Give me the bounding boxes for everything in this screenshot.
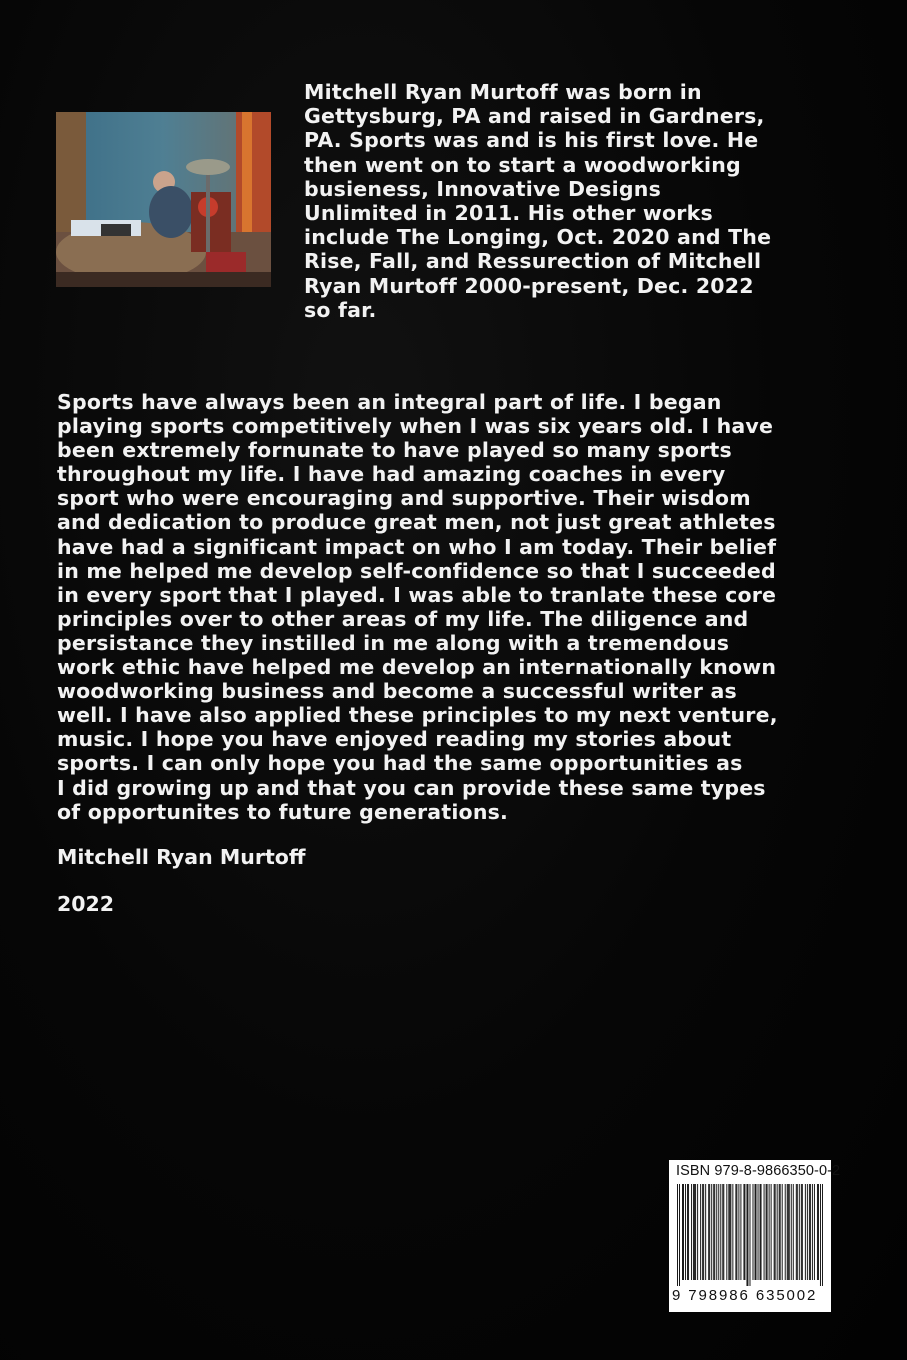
publication-year: 2022 [57, 892, 115, 916]
barcode-bar [695, 1184, 696, 1280]
barcode-bar [820, 1184, 821, 1286]
blurb-line: have had a significant impact on who I am today. Their belief [57, 534, 777, 559]
blurb-line: of opportunites to future generations. [57, 799, 509, 824]
barcode-bar [812, 1184, 813, 1280]
barcode-bar [716, 1184, 717, 1280]
barcode-bar [799, 1184, 800, 1280]
barcode-bar [730, 1184, 731, 1280]
barcode-bar [791, 1184, 792, 1280]
barcode-bar [726, 1184, 727, 1280]
bio-line: Gettysburg, PA and raised in Gardners, [304, 104, 765, 129]
barcode-bar [682, 1184, 683, 1280]
barcode-bar [720, 1184, 721, 1280]
barcode-bar [736, 1184, 737, 1280]
barcode-bar [818, 1184, 819, 1280]
barcode-bar [796, 1184, 797, 1280]
barcode-bar [817, 1184, 818, 1280]
barcode-bar [685, 1184, 686, 1280]
barcode-bar [679, 1184, 680, 1286]
barcode-bar [769, 1184, 770, 1280]
barcode-bar [688, 1184, 689, 1280]
barcode-bar [683, 1184, 684, 1280]
barcode-bar [775, 1184, 776, 1280]
barcode-bar [758, 1184, 759, 1280]
barcode-bar [782, 1184, 783, 1280]
barcode-bar [702, 1184, 703, 1280]
barcode-bar [774, 1184, 775, 1280]
bio-line: PA. Sports was and is his first love. He [304, 128, 759, 153]
bio-line: busieness, Innovative Designs [304, 176, 661, 201]
barcode-bar [723, 1184, 724, 1280]
barcode-bar [687, 1184, 688, 1280]
isbn-label: ISBN 979-8-9866350-0-2 [676, 1163, 841, 1179]
barcode-bar [756, 1184, 757, 1280]
bio-line: Ryan Murtoff 2000-present, Dec. 2022 [304, 273, 754, 298]
barcode-bar [703, 1184, 704, 1280]
barcode-bar [744, 1184, 745, 1280]
barcode-bar [743, 1184, 744, 1280]
author-bio [304, 80, 804, 322]
barcode-bar [805, 1184, 806, 1280]
barcode-bar [761, 1184, 762, 1280]
barcode-bar [746, 1184, 747, 1286]
barcode-bar [810, 1184, 811, 1280]
barcode-bar [797, 1184, 798, 1280]
barcode-bar [779, 1184, 780, 1280]
bio-line: so far. [304, 297, 377, 322]
blurb-line: I did growing up and that you can provide these same types [57, 775, 766, 800]
barcode-bar [760, 1184, 761, 1280]
barcode-bar [789, 1184, 790, 1280]
back-cover-blurb [57, 390, 797, 824]
blurb-line: playing sports competitively when I was six years old. I have [57, 414, 774, 439]
barcode-bar [793, 1184, 794, 1280]
blurb-line: Sports have always been an integral part of life. I began [57, 390, 722, 414]
barcode-bar [809, 1184, 810, 1280]
barcode-bar [787, 1184, 788, 1280]
barcode-bar [705, 1184, 706, 1280]
bio-line: Mitchell Ryan Murtoff was born in [304, 80, 702, 104]
barcode-bar [729, 1184, 730, 1280]
barcode-bar [767, 1184, 768, 1280]
author-signature: Mitchell Ryan Murtoff [57, 845, 306, 869]
barcode-bar [802, 1184, 803, 1280]
barcode-bar [747, 1184, 748, 1286]
barcode-bar [708, 1184, 709, 1280]
barcode-bar [697, 1184, 698, 1280]
barcode-bar [677, 1184, 678, 1286]
barcode-bar [709, 1184, 710, 1280]
barcode-bar [801, 1184, 802, 1280]
blurb-line: principles over to other areas of my life. The diligence and [57, 606, 749, 631]
blurb-line: well. I have also applied these principles to my next venture, [57, 703, 778, 728]
barcode-bar [788, 1184, 789, 1280]
barcode-bar [750, 1184, 751, 1286]
barcode-digits: 9 798986 635002 [672, 1287, 818, 1304]
barcode-bar [732, 1184, 733, 1280]
barcode-bar [814, 1184, 815, 1280]
barcode-bar [807, 1184, 808, 1280]
bio-line: Rise, Fall, and Ressurection of Mitchell [304, 249, 762, 274]
blurb-line: sport who were encouraging and supportive. Their wisdom [57, 486, 751, 511]
barcode-bar [700, 1184, 701, 1280]
barcode-bar [691, 1184, 692, 1280]
barcode-bar [714, 1184, 715, 1280]
barcode-bar [728, 1184, 729, 1280]
barcode-bar [753, 1184, 754, 1280]
barcode-bar [777, 1184, 778, 1280]
barcode-bar [713, 1184, 714, 1280]
blurb-line: persistance they instilled in me along with a tremendous [57, 630, 730, 655]
barcode-bar [735, 1184, 736, 1280]
barcode-bar [755, 1184, 756, 1280]
blurb-line: in me helped me develop self-confidence so that I succeeded [57, 558, 776, 583]
blurb-line: woodworking business and become a successful writer as [57, 679, 737, 704]
barcode-bar [764, 1184, 765, 1280]
blurb-line: music. I hope you have enjoyed reading my stories about [57, 727, 732, 752]
blurb-line: been extremely fornunate to have played so many sports [57, 438, 732, 463]
bio-line: then went on to start a woodworking [304, 152, 741, 177]
blurb-line: sports. I can only hope you had the same opportunities as [57, 751, 743, 776]
barcode-bar [740, 1184, 741, 1280]
barcode-bar [693, 1184, 694, 1280]
blurb-line: and dedication to produce great men, not just great athletes [57, 510, 776, 535]
bio-line: include The Longing, Oct. 2020 and The [304, 225, 772, 250]
isbn-barcode [669, 1160, 841, 1312]
barcode-bar [711, 1184, 712, 1280]
barcode-bar [771, 1184, 772, 1280]
barcode-bar [822, 1184, 823, 1286]
barcode-bar [738, 1184, 739, 1280]
barcode-bar [785, 1184, 786, 1280]
barcode-bar [766, 1184, 767, 1280]
bio-line: Unlimited in 2011. His other works [304, 201, 713, 226]
barcode-bars [677, 1184, 823, 1286]
author-photo [56, 112, 271, 287]
blurb-line: in every sport that I played. I was able to tranlate these core [57, 582, 777, 607]
blurb-line: throughout my life. I have had amazing coaches in every [57, 462, 726, 487]
barcode-bar [780, 1184, 781, 1280]
blurb-line: work ethic have helped me develop an internationally known [57, 655, 777, 680]
barcode-bar [694, 1184, 695, 1280]
barcode-bar [722, 1184, 723, 1280]
barcode-bar [718, 1184, 719, 1280]
